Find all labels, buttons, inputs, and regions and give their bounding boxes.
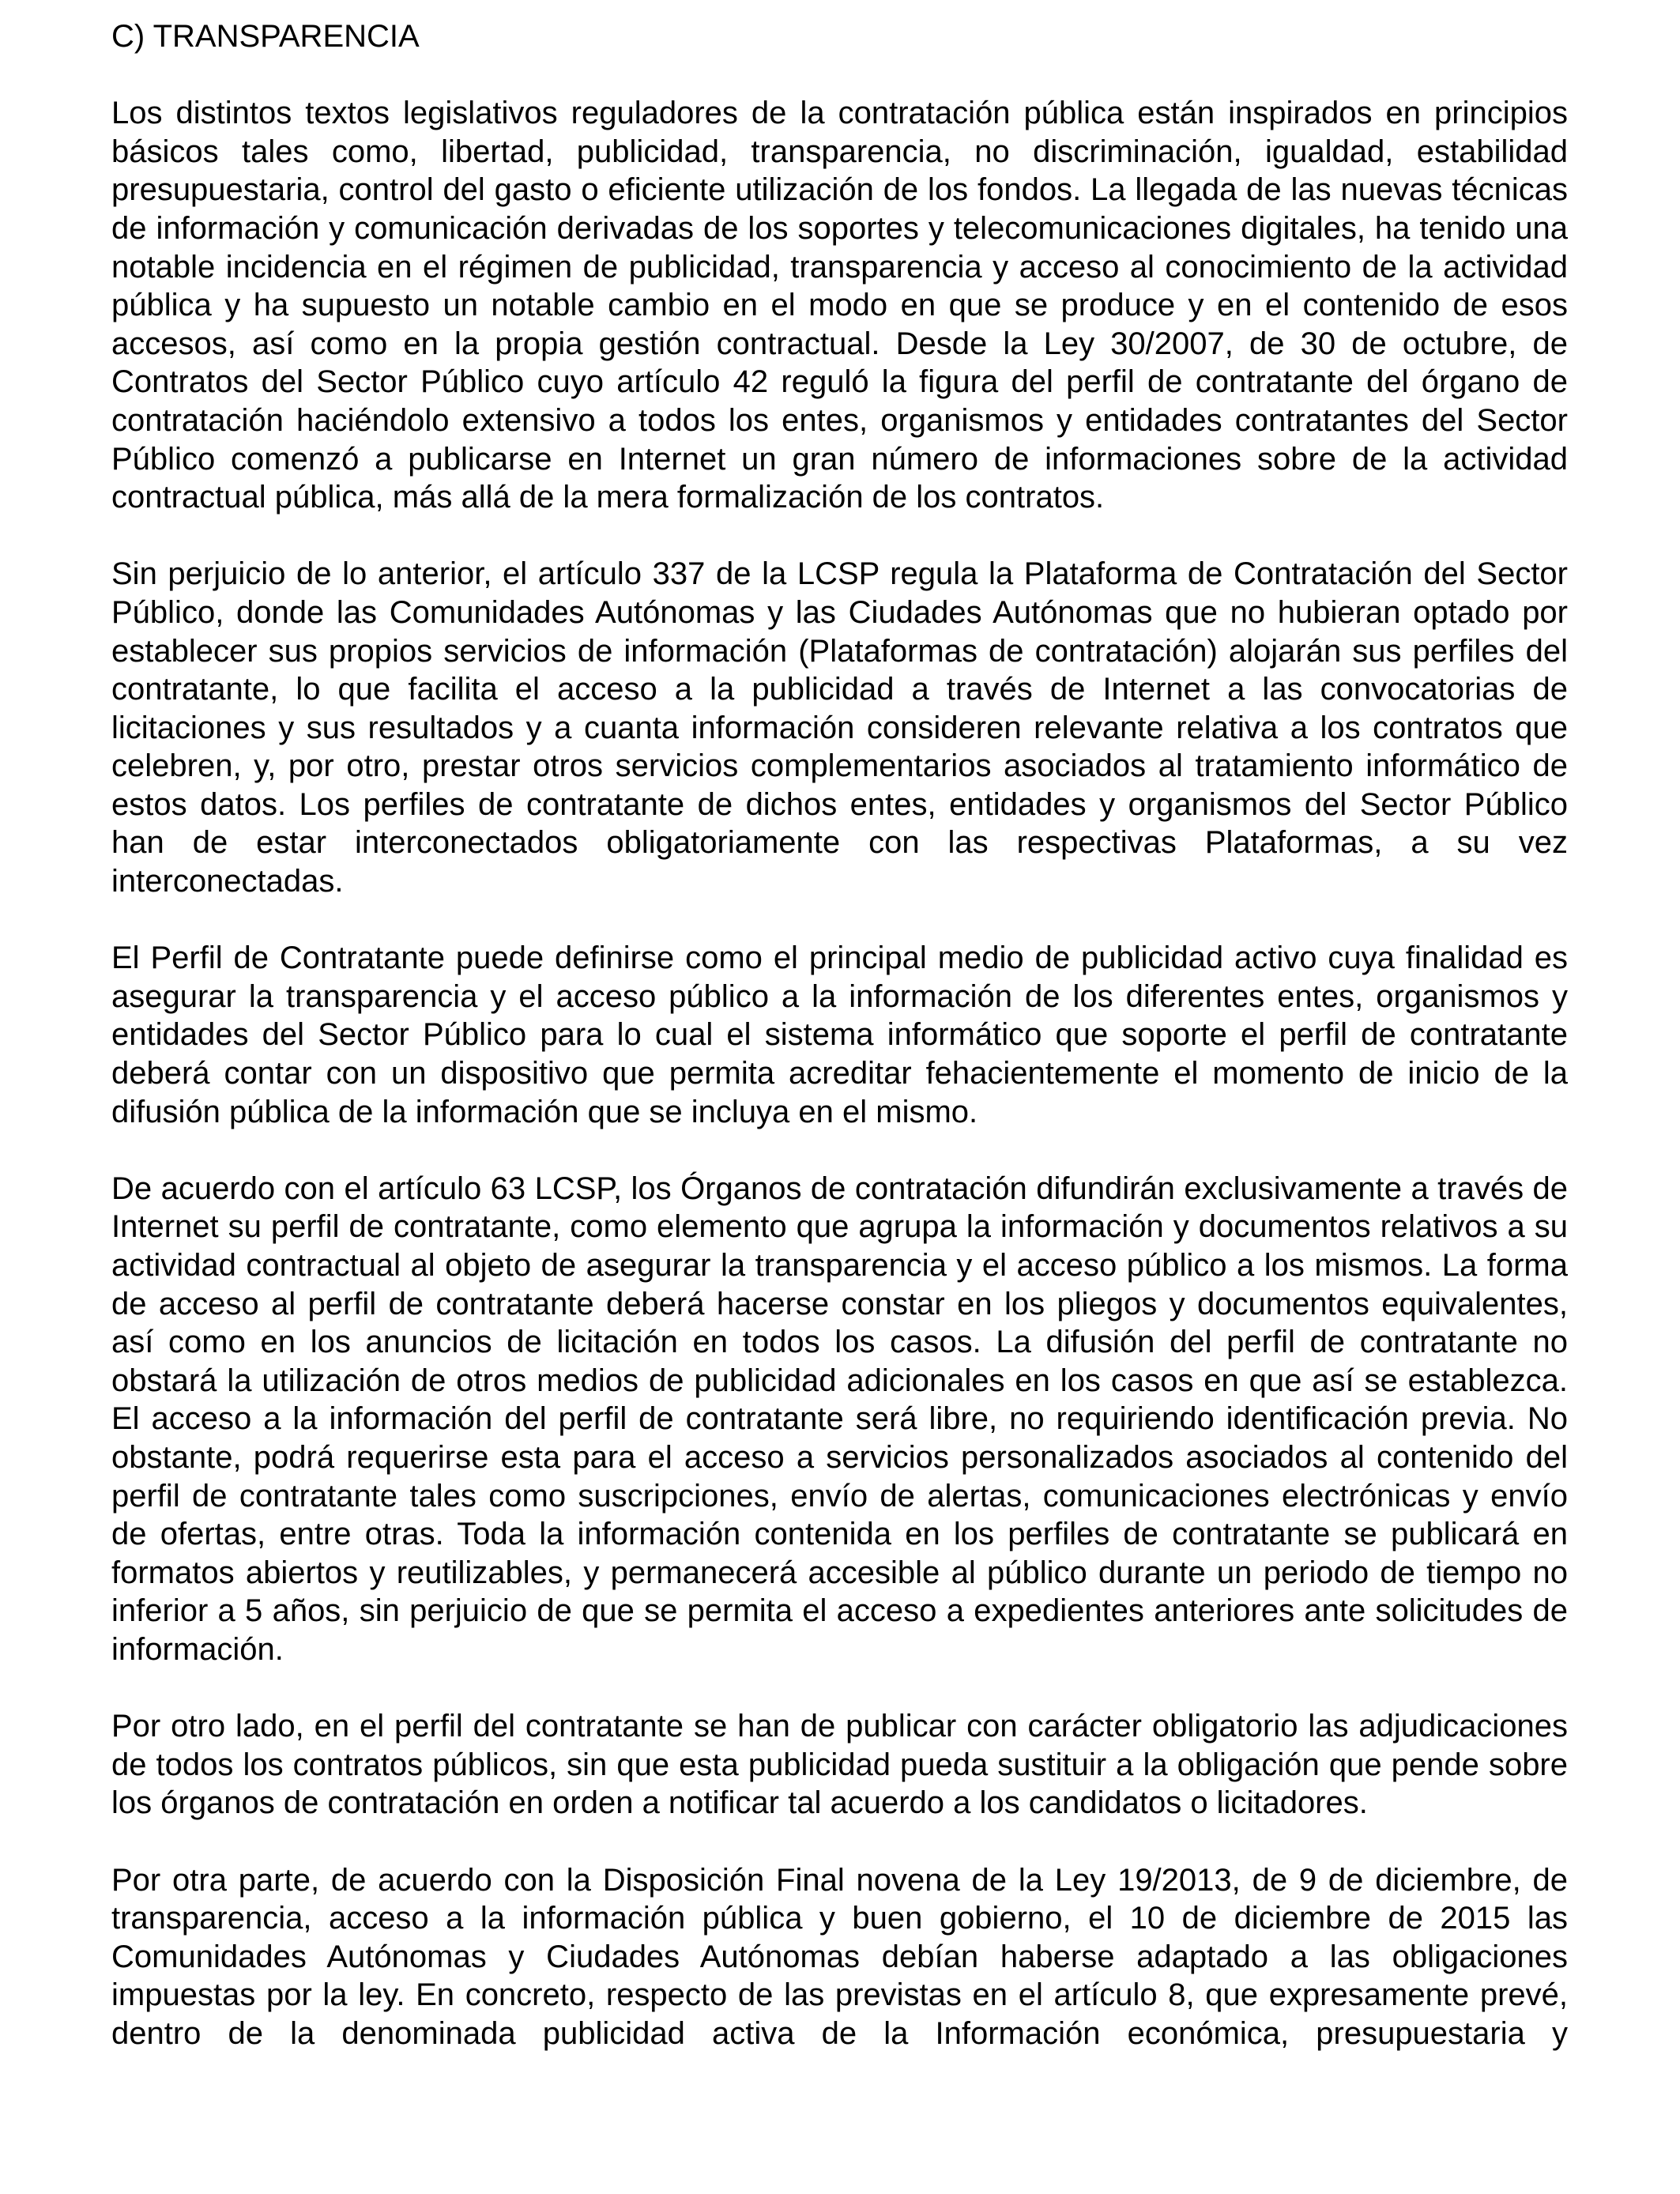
document-page [111,17,1568,2053]
paragraph-platform: Sin perjuicio de lo anterior, el artículo 337 de la LCSP regula la Plataforma de Contratación del Sector Público, donde las Comunidades Autónomas y las Ciudades Autónomas que no hubieran optado por establecer sus propios servicios de información (Plataformas de contratación) alojarán sus perfiles del contratante, lo que facilita el acceso a la publicidad a través de Internet a las convocatorias de licitaciones y sus resultados y a cuanta información consideren relevante relativa a los contratos que celebren, y, por otro, prestar otros servicios complementarios asociados al tratamiento informático de estos datos. Los perfiles de contratante de dichos entes, entidades y organismos del Sector Público han de estar interconectados obligatoriamente con las respectivas Plataformas, a su vez interconectadas. [111,556,1568,899]
paragraph-adjudications: Por otro lado, en el perfil del contratante se han de publicar con carácter obligatorio las adjudicaciones de todos los contratos públicos, sin que esta publicidad pueda sustituir a la obligación que pende sobre los órganos de contratación en orden a notificar tal acuerdo a los candidatos o licitadores. [111,1709,1568,1821]
paragraph-article-63: De acuerdo con el artículo 63 LCSP, los Órganos de contratación difundirán exclusivamente a través de Internet su perfil de contratante, como elemento que agrupa la información y documentos relativos a su actividad contractual al objeto de asegurar la transparencia y el acceso público a los mismos. La forma de acceso al perfil de contratante deberá hacerse constar en los pliegos y documentos equivalentes, así como en los anuncios de licitación en todos los casos. La difusión del perfil de contratante no obstará la utilización de otros medios de publicidad adicionales en los casos en que así se establezca. El acceso a la información del perfil de contratante será libre, no requiriendo identificación previa. No obstante, podrá requerirse esta para el acceso a servicios personalizados asociados al contenido del perfil de contratante tales como suscripciones, envío de alertas, comunicaciones electrónicas y envío de ofertas, entre otras. Toda la información contenida en los perfiles de contratante se publicará en formatos abiertos y reutilizables, y permanecerá accesible al público durante un periodo de tiempo no inferior a 5 años, sin perjuicio de que se permita el acceso a expedientes anteriores ante solicitudes de información. [111,1171,1568,1667]
paragraph-transparency-law: Por otra parte, de acuerdo con la Disposición Final novena de la Ley 19/2013, de 9 de diciembre, de transparencia, acceso a la información pública y buen gobierno, el 10 de diciembre de 2015 las Comunidades Autónomas y Ciudades Autónomas debían haberse adaptado a las obligaciones impuestas por la ley. En concreto, respecto de las previstas en el artículo 8, que expresamente prevé, dentro de la denominada publicidad activa de la Información económica, presupuestaria y [111,1862,1568,2051]
paragraph-profile-definition: El Perfil de Contratante puede definirse como el principal medio de publicidad activo cuya finalidad es asegurar la transparencia y el acceso público a la información de los diferentes entes, organismos y entidades del Sector Público para lo cual el sistema informático que soporte el perfil de contratante deberá contar con un dispositivo que permita acreditar fehacientemente el momento de inicio de la difusión pública de la información que se incluya en el mismo. [111,941,1568,1129]
paragraph-principles: Los distintos textos legislativos reguladores de la contratación pública están inspirados en principios básicos tales como, libertad, publicidad, transparencia, no discriminación, igualdad, estabilidad presupuestaria, control del gasto o eficiente utilización de los fondos. La llegada de las nuevas técnicas de información y comunicación derivadas de los soportes y telecomunicaciones digitales, ha tenido una notable incidencia en el régimen de publicidad, transparencia y acceso al conocimiento de la actividad pública y ha supuesto un notable cambio en el modo en que se produce y en el contenido de esos accesos, así como en la propia gestión contractual. Desde la Ley 30/2007, de 30 de octubre, de Contratos del Sector Público cuyo artículo 42 reguló la figura del perfil de contratante del órgano de contratación haciéndolo extensivo a todos los entes, organismos y entidades contratantes del Sector Público comenzó a publicarse en Internet un gran número de informaciones sobre de la actividad contractual pública, más allá de la mera formalización de los contratos. [111,96,1568,515]
section-heading: C) TRANSPARENCIA [111,19,420,54]
